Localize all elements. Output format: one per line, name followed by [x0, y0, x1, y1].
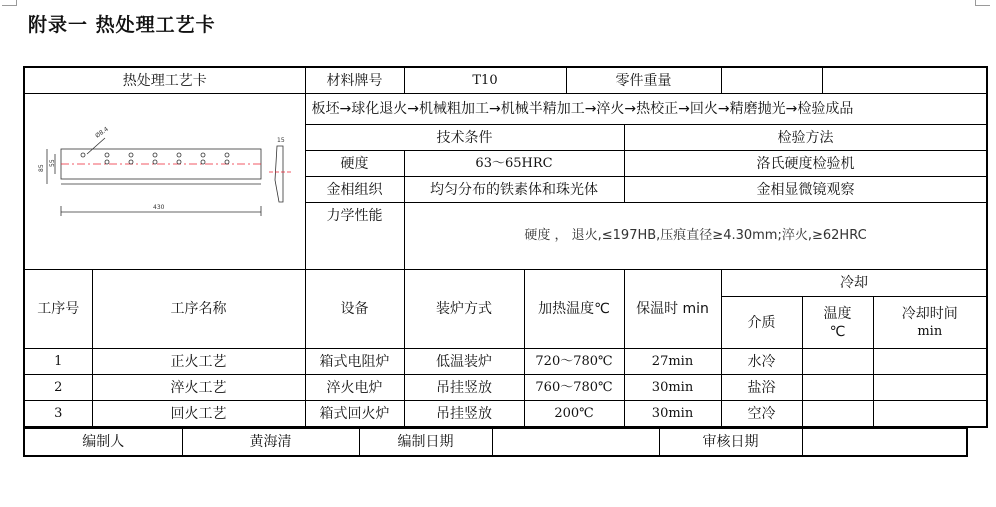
page-corner-mark-right — [975, 0, 990, 6]
hole-mark — [225, 153, 229, 157]
step-name: 回火工艺 — [92, 401, 305, 428]
hole-mark — [201, 153, 205, 157]
step-no-header: 工序号 — [24, 270, 92, 349]
weight-value — [721, 67, 822, 94]
page-corner-mark-left — [2, 0, 17, 6]
step-name: 淬火工艺 — [92, 375, 305, 401]
part-drawing — [25, 94, 305, 264]
cool-time-label: 冷却时间 — [901, 305, 958, 322]
blank-cell — [822, 67, 987, 94]
metallography-label: 金相组织 — [305, 177, 404, 203]
step-loading: 低温装炉 — [404, 349, 524, 375]
cool-time-unit: min — [917, 323, 943, 339]
card-table — [23, 66, 988, 428]
metallography-tech: 均匀分布的铁素体和珠光体 — [404, 177, 624, 203]
editor-label: 编制人 — [24, 429, 182, 457]
step-temp: 760～780℃ — [524, 375, 624, 401]
metallography-method: 金相显微镜观察 — [624, 177, 987, 203]
heat-treatment-card — [23, 66, 966, 462]
step-equipment: 箱式回火炉 — [305, 401, 404, 428]
hole-mark — [153, 160, 157, 164]
step-hold: 30min — [624, 375, 721, 401]
mechanical-label: 力学性能 — [305, 203, 404, 270]
blade-side-view — [275, 146, 283, 202]
dim-hole: Ø8.4 — [94, 125, 110, 140]
cool-temp-unit: ℃ — [829, 323, 846, 340]
step-temp: 720～780℃ — [524, 349, 624, 375]
review-date-label: 审核日期 — [659, 429, 802, 457]
step-cool-time — [873, 375, 987, 401]
step-cool-temp — [802, 349, 873, 375]
step-medium: 水冷 — [721, 349, 802, 375]
step-no: 3 — [24, 401, 92, 428]
hardness-label: 硬度 — [305, 151, 404, 177]
step-hold: 30min — [624, 401, 721, 428]
hole-mark — [177, 153, 181, 157]
step-loading: 吊挂竖放 — [404, 401, 524, 428]
hole-mark — [225, 160, 229, 164]
step-no: 1 — [24, 349, 92, 375]
table-row — [24, 401, 987, 428]
hole-mark — [201, 160, 205, 164]
cool-time-header — [873, 297, 987, 349]
weight-label: 零件重量 — [566, 67, 721, 94]
table-row — [24, 375, 987, 401]
loading-header: 装炉方式 — [404, 270, 524, 349]
step-medium: 盐浴 — [721, 375, 802, 401]
step-loading: 吊挂竖放 — [404, 375, 524, 401]
hole-mark — [105, 160, 109, 164]
edit-date-label: 编制日期 — [359, 429, 492, 457]
step-cool-temp — [802, 401, 873, 428]
part-drawing-cell — [24, 94, 305, 270]
cooling-header: 冷却 — [721, 270, 987, 297]
dim-height: 85 — [38, 164, 45, 172]
dim-length: 430 — [153, 204, 165, 211]
process-route: 板坯→球化退火→机械粗加工→机械半精加工→淬火→热校正→回火→精磨抛光→检验成品 — [305, 94, 987, 125]
hold-time-header: 保温时 min — [624, 270, 721, 349]
hole-mark — [153, 153, 157, 157]
heat-temp-header: 加热温度℃ — [524, 270, 624, 349]
step-temp: 200℃ — [524, 401, 624, 428]
hole-mark — [129, 160, 133, 164]
step-equipment: 淬火电炉 — [305, 375, 404, 401]
table-row — [24, 349, 987, 375]
hole-mark — [177, 160, 181, 164]
hardness-method: 洛氏硬度检验机 — [624, 151, 987, 177]
step-cool-time — [873, 349, 987, 375]
cool-temp-label: 温度 — [823, 305, 852, 322]
hole-mark — [129, 153, 133, 157]
tech-conditions-header: 技术条件 — [305, 125, 624, 151]
editor-value: 黄海清 — [182, 429, 359, 457]
review-date-value — [802, 429, 967, 457]
step-name: 正火工艺 — [92, 349, 305, 375]
medium-header: 介质 — [721, 297, 802, 349]
step-cool-time — [873, 401, 987, 428]
page-heading: 附录一 热处理工艺卡 — [28, 14, 216, 36]
step-cool-temp — [802, 375, 873, 401]
material-label: 材料牌号 — [305, 67, 404, 94]
card-title: 热处理工艺卡 — [24, 67, 305, 94]
edit-date-value — [492, 429, 659, 457]
step-hold: 27min — [624, 349, 721, 375]
step-no: 2 — [24, 375, 92, 401]
footer-table — [23, 428, 968, 457]
hole-mark — [105, 153, 109, 157]
mechanical-tech: 硬度 ， 退火,≤197HB,压痕直径≥4.30mm;淬火,≥62HRC — [404, 203, 987, 270]
step-medium: 空冷 — [721, 401, 802, 428]
material-value: T10 — [404, 67, 566, 94]
dim-inner: 55 — [49, 159, 56, 167]
step-name-header: 工序名称 — [92, 270, 305, 349]
inspection-header: 检验方法 — [624, 125, 987, 151]
equipment-header: 设备 — [305, 270, 404, 349]
step-equipment: 箱式电阻炉 — [305, 349, 404, 375]
hardness-tech: 63～65HRC — [404, 151, 624, 177]
hole-leader — [87, 138, 105, 154]
hole-mark — [81, 153, 85, 157]
cool-temp-header — [802, 297, 873, 349]
dim-side: 15 — [277, 137, 285, 144]
